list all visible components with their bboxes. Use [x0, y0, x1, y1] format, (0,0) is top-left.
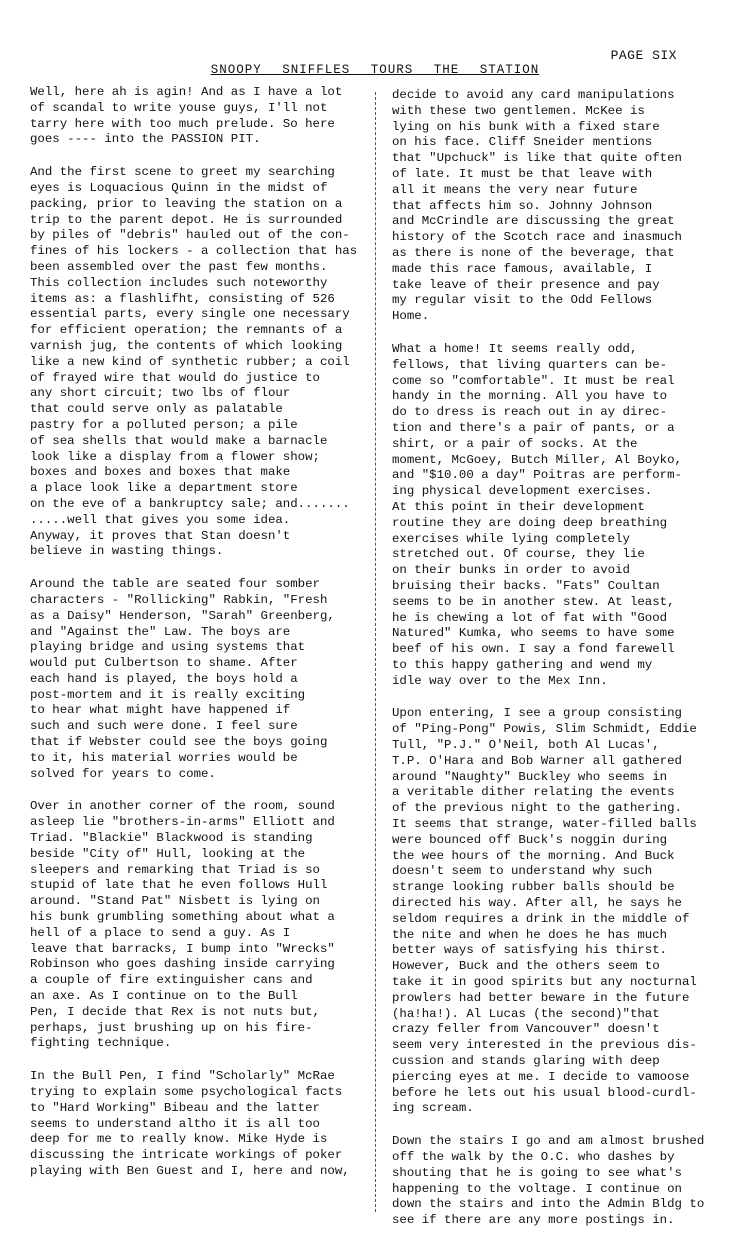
- text-line: directed his way. After all, he says he: [392, 896, 682, 911]
- text-line: Triad. "Blackie" Blackwood is standing: [30, 831, 313, 846]
- text-line: Upon entering, I see a group consisting: [392, 706, 682, 721]
- text-line: decide to avoid any card manipulations: [392, 88, 675, 102]
- text-line: seems to be in another stew. At least,: [392, 594, 675, 609]
- paragraph: [30, 165, 376, 560]
- text-line: What a home! It seems really odd,: [392, 341, 638, 356]
- text-line: playing with Ben Guest and I, here and now,: [30, 1164, 350, 1178]
- paragraph: [392, 342, 722, 690]
- text-line: prowlers had better beware in the future: [392, 990, 690, 1005]
- text-line: eyes is Loquacious Quinn in the midst of: [30, 180, 328, 195]
- text-line: of the previous night to the gathering.: [392, 801, 682, 816]
- text-line: of "Ping-Pong" Powis, Slim Schmidt, Eddie: [392, 722, 697, 737]
- text-line: Over in another corner of the room, sound: [30, 799, 335, 814]
- text-line: T.P. O'Hara and Bob Warner all gathered: [392, 753, 682, 768]
- text-line: (ha!ha!). Al Lucas (the second)"that: [392, 1006, 660, 1021]
- text-line: a couple of fire extinguisher cans and: [30, 973, 313, 988]
- text-line: lying on his bunk with a fixed stare: [392, 119, 660, 134]
- text-line: to "Hard Working" Bibeau and the latter: [30, 1100, 320, 1115]
- text-line: my regular visit to the Odd Fellows: [392, 293, 653, 308]
- text-line: ing physical development exercises.: [392, 484, 653, 499]
- text-line: and "Against the" Law. The boys are: [30, 624, 291, 639]
- text-line: sleepers and remarking that Triad is so: [30, 862, 320, 877]
- text-line: essential parts, every single one necessary: [30, 307, 350, 322]
- paragraph: [30, 1069, 376, 1180]
- text-line: Home.: [392, 309, 430, 324]
- text-line: post-mortem and it is really exciting: [30, 687, 306, 702]
- text-line: such and such were done. I feel sure: [30, 719, 298, 734]
- left-column: [30, 85, 376, 1197]
- text-line: tion and there's a pair of pants, or a: [392, 420, 675, 435]
- text-line: that if Webster could see the boys going: [30, 735, 328, 750]
- text-line: piercing eyes at me. I decide to vamoose: [392, 1069, 690, 1084]
- text-line: would put Culbertson to shame. After: [30, 656, 298, 671]
- text-line: been assembled over the past few months.: [30, 259, 328, 274]
- text-line: before he lets out his usual blood-curdl-: [392, 1085, 697, 1100]
- text-line: ing scream.: [392, 1101, 474, 1116]
- text-line: beef of his own. I say a fond farewell: [392, 642, 675, 657]
- text-line: were bounced off Buck's noggin during: [392, 832, 668, 847]
- text-line: bruising their backs. "Fats" Coultan: [392, 578, 660, 593]
- text-line: This collection includes such noteworthy: [30, 275, 328, 290]
- text-line: .....well that gives you some idea.: [30, 512, 291, 527]
- text-line: seem very interested in the previous dis-: [392, 1038, 697, 1053]
- text-line: to hear what might have happened if: [30, 703, 291, 718]
- text-line: items as: a flashlifht, consisting of 526: [30, 291, 335, 306]
- text-line: and "$10.00 a day" Poitras are perform-: [392, 468, 682, 483]
- text-line: as there is none of the beverage, that: [392, 245, 675, 260]
- text-line: of late. It must be that leave with: [392, 166, 653, 181]
- text-line: to this happy gathering and wend my: [392, 657, 653, 672]
- text-line: fines of his lockers - a collection that has: [30, 244, 358, 259]
- text-line: of scandal to write youse guys, I'll not: [30, 100, 328, 115]
- text-line: seldom requires a drink in the middle of: [392, 911, 690, 926]
- text-line: characters - "Rollicking" Rabkin, "Fresh: [30, 592, 328, 607]
- text-line: strange looking rubber balls should be: [392, 880, 675, 895]
- paragraph: [392, 88, 722, 325]
- text-line: the nite and when he does he has much: [392, 927, 668, 942]
- text-line: idle way over to the Mex Inn.: [392, 673, 608, 688]
- text-line: take leave of their presence and pay: [392, 277, 660, 292]
- text-line: shirt, or a pair of socks. At the: [392, 436, 638, 451]
- text-line: his bunk grumbling something about what a: [30, 910, 335, 925]
- text-line: see if there are any more postings in.: [392, 1213, 675, 1228]
- text-line: around "Naughty" Buckley who seems in: [392, 769, 668, 784]
- text-line: doesn't seem to understand why such: [392, 864, 653, 879]
- text-line: Natured" Kumka, who seems to have some: [392, 626, 675, 641]
- text-line: believe in wasting things.: [30, 544, 224, 559]
- text-line: that "Upchuck" is like that quite often: [392, 151, 682, 166]
- text-line: Around the table are seated four somber: [30, 577, 320, 592]
- text-line: on the eve of a bankruptcy sale; and.......: [30, 496, 350, 511]
- text-line: around. "Stand Pat" Nisbett is lying on: [30, 894, 320, 909]
- text-line: shouting that he is going to see what's: [392, 1165, 682, 1180]
- text-line: for efficient operation; the remnants of a: [30, 323, 343, 338]
- text-line: pastry for a polluted person; a pile: [30, 417, 298, 432]
- page-title: SNOOPY SNIFFLES TOURS THE STATION: [210, 63, 540, 77]
- text-line: on their bunks in order to avoid: [392, 563, 630, 578]
- text-line: as a Daisy" Henderson, "Sarah" Greenberg,: [30, 608, 335, 623]
- text-line: any short circuit; two lbs of flour: [30, 386, 291, 401]
- text-line: of frayed wire that would do justice to: [30, 370, 320, 385]
- text-line: the wee hours of the morning. And Buck: [392, 848, 675, 863]
- text-line: tarry here with too much prelude. So here: [30, 116, 335, 131]
- text-line: a place look like a department store: [30, 481, 298, 496]
- text-line: crazy feller from Vancouver" doesn't: [392, 1022, 660, 1037]
- text-line: come so "comfortable". It must be real: [392, 373, 675, 388]
- text-line: packing, prior to leaving the station on a: [30, 196, 343, 211]
- paragraph: [30, 85, 376, 148]
- paragraph: [30, 577, 376, 782]
- text-line: playing bridge and using systems that: [30, 640, 306, 655]
- text-line: moment, McGoey, Butch Miller, Al Boyko,: [392, 452, 682, 467]
- text-line: seems to understand altho it is all too: [30, 1116, 320, 1131]
- text-line: a veritable dither relating the events: [392, 785, 675, 800]
- text-line: better ways of satisfying his thirst.: [392, 943, 668, 958]
- text-line: perhaps, just brushing up on his fire-: [30, 1020, 313, 1035]
- text-line: like a new kind of synthetic rubber; a coil: [30, 354, 350, 369]
- text-line: And the first scene to greet my searching: [30, 165, 335, 180]
- text-line: on his face. Cliff Sneider mentions: [392, 135, 653, 150]
- page-number: PAGE SIX: [610, 48, 677, 63]
- text-line: hell of a place to send a guy. As I: [30, 925, 291, 940]
- text-line: that could serve only as palatable: [30, 402, 283, 417]
- text-line: of sea shells that would make a barnacle: [30, 433, 328, 448]
- paragraph: [392, 1134, 722, 1229]
- text-line: It seems that strange, water-filled balls: [392, 817, 697, 832]
- text-line: deep for me to really know. Mike Hyde is: [30, 1132, 328, 1147]
- text-line: exercises while lying completely: [392, 531, 630, 546]
- text-line: look like a display from a flower show;: [30, 449, 320, 464]
- text-line: happening to the voltage. I continue on: [392, 1181, 682, 1196]
- text-line: routine they are doing deep breathing: [392, 515, 668, 530]
- text-line: Well, here ah is agin! And as I have a lot: [30, 85, 343, 99]
- text-line: trying to explain some psychological facts: [30, 1085, 343, 1100]
- text-line: Pen, I decide that Rex is not nuts but,: [30, 1004, 320, 1019]
- text-line: he is chewing a lot of fat with "Good: [392, 610, 668, 625]
- text-line: each hand is played, the boys hold a: [30, 671, 298, 686]
- text-line: At this point in their development: [392, 499, 645, 514]
- paragraph: [30, 799, 376, 1052]
- text-line: leave that barracks, I bump into "Wrecks": [30, 941, 335, 956]
- text-line: solved for years to come.: [30, 766, 216, 781]
- text-line: Robinson who goes dashing inside carrying: [30, 957, 335, 972]
- text-line: by piles of "debris" hauled out of the con-: [30, 228, 350, 243]
- text-line: Anyway, it proves that Stan doesn't: [30, 528, 291, 543]
- text-line: beside "City of" Hull, looking at the: [30, 846, 306, 861]
- text-line: handy in the morning. All you have to: [392, 389, 668, 404]
- text-line: to it, his material worries would be: [30, 750, 298, 765]
- paragraph: [392, 706, 722, 1117]
- text-line: Tull, "P.J." O'Neil, both Al Lucas',: [392, 738, 660, 753]
- text-line: However, Buck and the others seem to: [392, 959, 660, 974]
- text-line: goes ---- into the PASSION PIT.: [30, 132, 261, 147]
- text-line: do to dress is reach out in ay direc-: [392, 405, 668, 420]
- text-line: that affects him so. Johnny Johnson: [392, 198, 653, 213]
- text-line: In the Bull Pen, I find "Scholarly" McRae: [30, 1069, 335, 1084]
- text-line: asleep lie "brothers-in-arms" Elliott and: [30, 815, 335, 830]
- text-line: and McCrindle are discussing the great: [392, 214, 675, 229]
- text-line: varnish jug, the contents of which looking: [30, 338, 343, 353]
- text-line: history of the Scotch race and inasmuch: [392, 230, 682, 245]
- text-line: fellows, that living quarters can be-: [392, 357, 668, 372]
- text-line: trip to the parent depot. He is surrounded: [30, 212, 343, 227]
- text-line: discussing the intricate workings of poker: [30, 1148, 343, 1163]
- right-column: [392, 88, 722, 1246]
- text-line: off the walk by the O.C. who dashes by: [392, 1150, 675, 1164]
- text-line: boxes and boxes and boxes that make: [30, 465, 291, 480]
- text-line: all it means the very near future: [392, 182, 638, 197]
- text-line: made this race famous, available, I: [392, 261, 653, 276]
- text-line: down the stairs and into the Admin Bldg to: [392, 1197, 705, 1212]
- text-line: cussion and stands glaring with deep: [392, 1054, 660, 1069]
- text-line: fighting technique.: [30, 1036, 172, 1051]
- text-line: stretched out. Of course, they lie: [392, 547, 645, 562]
- text-line: an axe. As I continue on to the Bull: [30, 989, 298, 1004]
- text-line: stupid of late that he even follows Hull: [30, 878, 328, 893]
- text-line: take it in good spirits but any nocturnal: [392, 975, 697, 990]
- text-line: with these two gentlemen. McKee is: [392, 103, 645, 118]
- text-line: Down the stairs I go and am almost brushed: [392, 1134, 705, 1149]
